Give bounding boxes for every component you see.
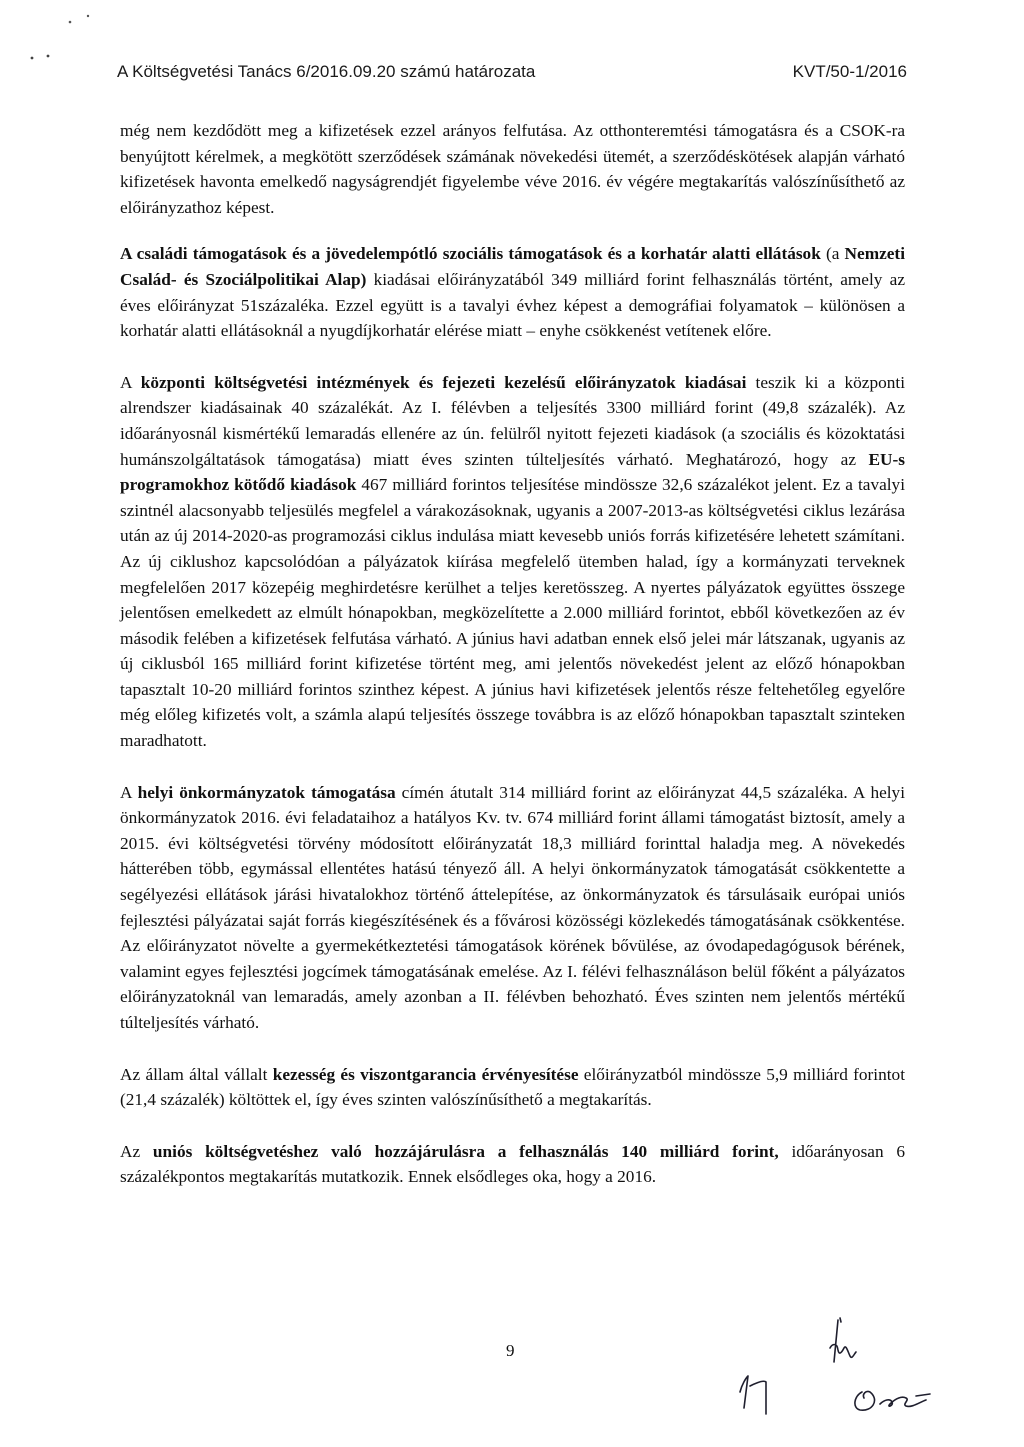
text: Az bbox=[120, 1141, 153, 1161]
text: még nem kezdődött meg a kifizetések ezzel arányos felfutása. Az otthonteremtési támogatásra és a CSOK-ra benyújtott kérelmek, a megkötött szerződések számának növekedési ütemét, a szerződéskötések alapján várható kifizetések havonta emelkedő nagyságrendjét figyelembe véve 2016. év végére megtakarítás valószínűsíthető az előirányzathoz képest. bbox=[120, 121, 905, 217]
text: A bbox=[120, 372, 141, 392]
bold-text: Nemzeti Család- és Szociálpolitikai Alap) bbox=[120, 244, 905, 289]
bold-text: központi költségvetési intézmények és fejezeti kezelésű előirányzatok kiadásai bbox=[140, 372, 747, 392]
paragraph-eu-contribution bbox=[120, 1139, 905, 1190]
bold-text: A családi támogatások és a jövedelempótló szociális támogatások és a korhatár alatti ellátások bbox=[120, 244, 821, 264]
bold-text: kezesség és viszontgarancia érvényesítése bbox=[272, 1064, 579, 1084]
bold-text: EU-s programokhoz kötődő kiadások bbox=[120, 449, 905, 495]
document-reference: KVT/50-1/2016 bbox=[792, 62, 907, 81]
bold-text: uniós költségvetéshez való hozzájárulásra a felhasználás 140 milliárd forint, bbox=[152, 1141, 779, 1161]
handwritten-initials bbox=[720, 1300, 980, 1420]
text: kiadásai előirányzatából 349 milliárd forint felhasználás történt, amely az éves előirányzat 51százaléka. Ezzel együtt is a tavalyi évhez képest a demográfiai folyamatok – különösen a korhatár alatti ellátásoknál a nyugdíjkorhatár elérése miatt – enyhe csökkenést vetítenek előre. bbox=[120, 269, 905, 341]
scan-specks bbox=[30, 10, 120, 70]
text: 467 milliárd forintos teljesítése mindössze 32,6 százalékot jelent. Ez a tavalyi szintnél alacsonyabb teljesülés megfelel a várakozásoknak, ugyanis a 2007-2013-as költségvetési ciklus lezárása után az új 2014-2020-as programozási ciklus indulása miatt kevesebb uniós forrás kifizetésére lehetett számítani. Az új ciklushoz kapcsolódóan a pályázatok kiírása megfelelő ütemben halad, így a kormányzati terveknek megfelelően 2017 közepéig meghirdetésre kerülhet a teljes keretösszeg. A nyertes pályázatok együttes összege jelentősen emelkedett az elmúlt hónapokban, megközelítette a 2.000 milliárd forintot, ebből következően az év második felében a kifizetések felfutása várható. A június havi adatban ennek első jelei már látszanak, ugyanis az új ciklusból 165 milliárd forint kifizetése történt meg, ami jelentős növekedést jelent az előző hónapokban tapasztalt 10-20 milliárd forintos szinthez képest. A június havi kifizetések jelentős része feltehetőleg egyelőre még előleg kifizetés volt, a számla alapú teljesítés összege továbbra is az előző hónapokban tapasztalt szinteken maradhatott. bbox=[120, 475, 906, 751]
text: időarányosan 6 százalékpontos megtakarítás mutatkozik. Ennek elsődleges oka, hogy a 2016. bbox=[120, 1141, 906, 1187]
paragraph-family-support bbox=[120, 241, 905, 343]
text: címén átutalt 314 milliárd forint az előirányzat 44,5 százaléka. A helyi önkormányzatok 2016. évi feladataihoz a hatályos Kv. tv. 674 milliárd forint állami támogatást biztosít, amely a 2015. évi költségvetési törvény módosított előirányzatát 18,3 milliárd forinttal haladja meg. A növekedés hátterében több, egymással ellentétes hatású tényező áll. A helyi önkormányzatok támogatását csökkentette a segélyezési ellátások járási hivatalokhoz történő áttelepítése, az önkormányzatok és társulásaik európai uniós fejlesztési pályázatai saját forrás kiegészítésének és a fővárosi közösségi közlekedés támogatásának csökkentése. Az előirányzatot növelte a gyermekétkeztetési támogatások körének bővülése, az óvodapedagógusok bérének, valamint egyes fejlesztési jogcímek támogatásának emelése. Az I. félévi felhasználáson belül főként a pályázatos előirányzatoknál van lemaradás, amely azonban a II. félévben behozható. Éves szinten nem jelentős mértékű túlteljesítés várható. bbox=[120, 782, 905, 1032]
text: Az állam által vállalt bbox=[120, 1064, 273, 1084]
text: A bbox=[120, 782, 138, 802]
paragraph-guarantees bbox=[120, 1062, 905, 1113]
text: előirányzatból mindössze 5,9 milliárd forintot (21,4 százalék) költöttek el, így éves szinten valószínűsíthető a megtakarítás. bbox=[120, 1064, 905, 1110]
text: teszik ki a központi alrendszer kiadásainak 40 százalékát. Az I. félévben a teljesítés 3300 milliárd forint (49,8 százalék). Az időarányosnál kismértékű lemaradás ellenére az ún. felülről nyitott fejezeti kiadások (a szociális és közoktatási humánszolgáltatások támogatása) miatt éves szinten túlteljesítés várható. Meghatározó, hogy az bbox=[120, 372, 905, 469]
paragraph-central-institutions bbox=[120, 370, 905, 754]
paragraph-local-governments bbox=[120, 780, 905, 1036]
header-title: A Költségvetési Tanács 6/2016.09.20 számú határozata bbox=[117, 62, 536, 81]
paragraph-housing-support bbox=[120, 118, 905, 220]
text: (a bbox=[820, 244, 845, 264]
document-body bbox=[120, 118, 905, 1216]
bold-text: helyi önkormányzatok támogatása bbox=[137, 782, 396, 802]
page-number: 9 bbox=[506, 1341, 515, 1360]
